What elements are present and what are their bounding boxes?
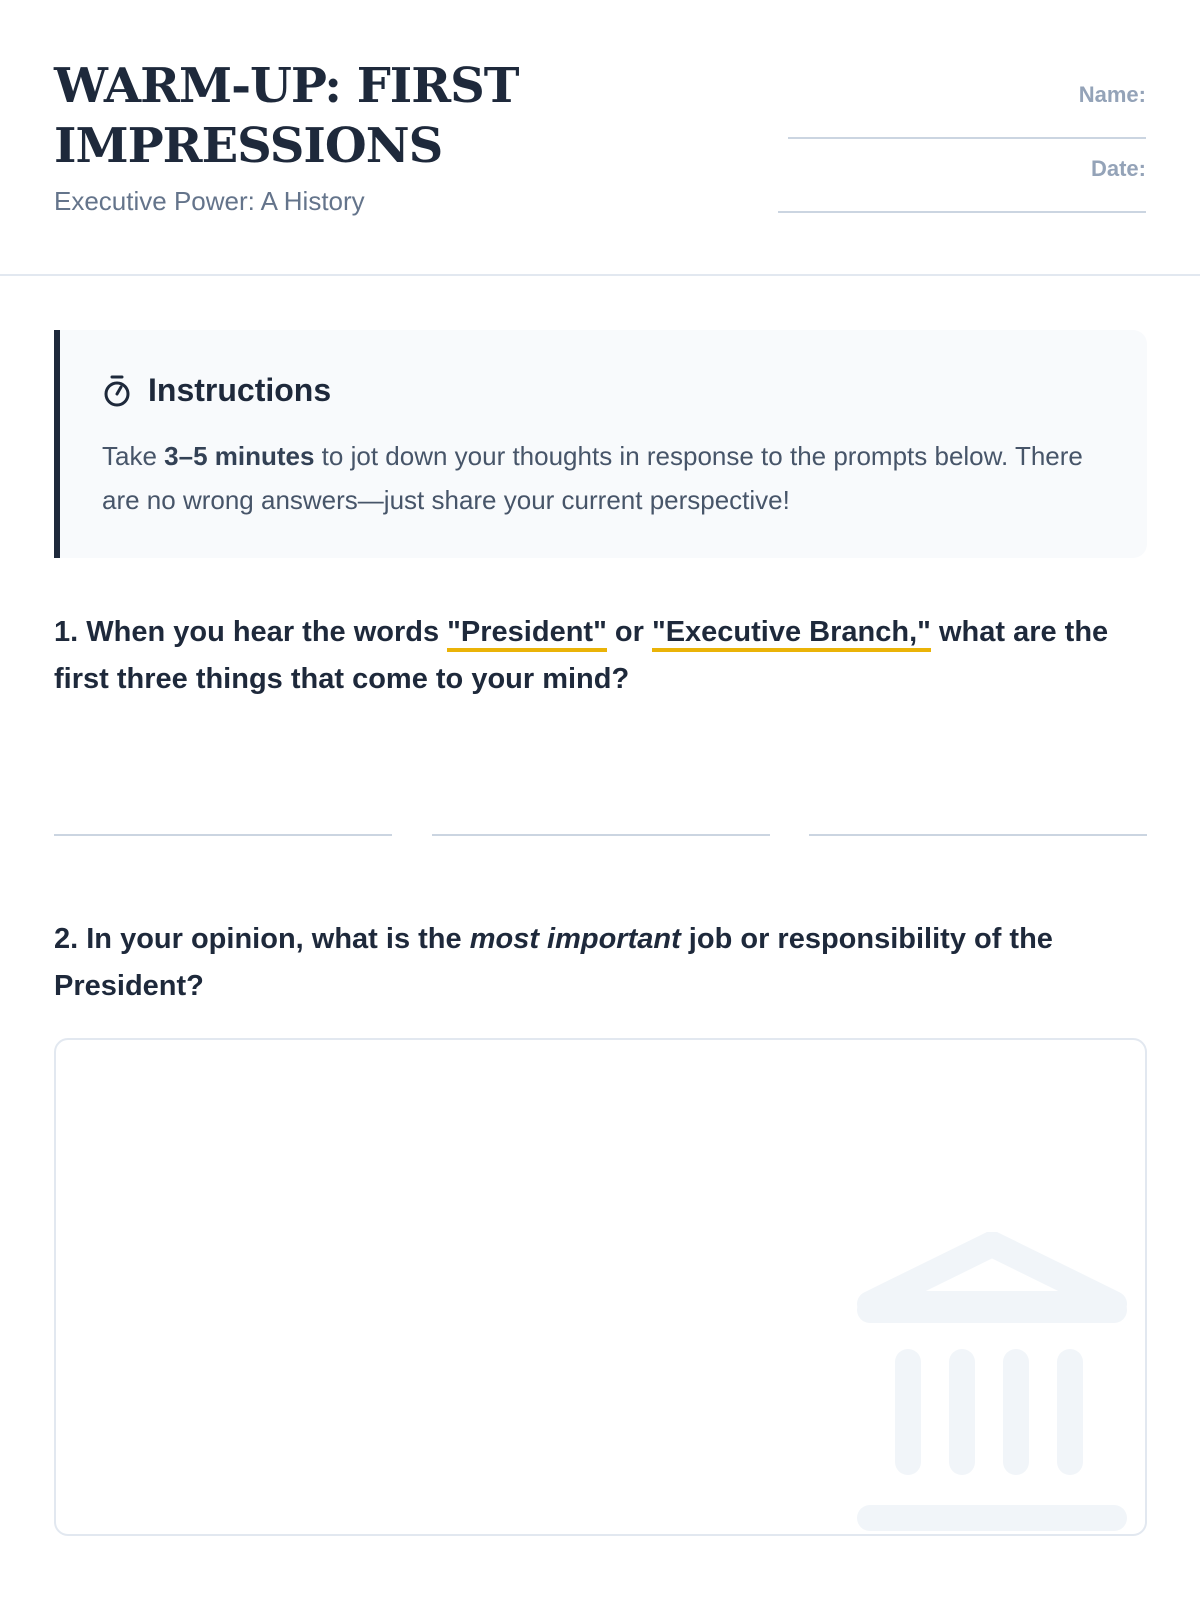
government-building-icon <box>856 1232 1128 1532</box>
question-2-prefix: 2. In your opinion, what is the <box>54 923 470 955</box>
instructions-text <box>102 434 1122 522</box>
answer-box[interactable] <box>54 1038 1147 1536</box>
question-1-connector: or <box>606 616 652 648</box>
answer-line-1[interactable] <box>54 834 392 836</box>
name-field[interactable] <box>788 137 1146 139</box>
page-subtitle: Executive Power: A History <box>54 186 365 216</box>
name-label: Name: <box>1078 82 1146 107</box>
worksheet-header <box>0 0 1200 276</box>
answer-line-3[interactable] <box>809 834 1147 836</box>
question-1-prefix: 1. When you hear the words <box>54 616 448 648</box>
instructions-time: 3–5 minutes <box>164 441 315 471</box>
question-1 <box>54 609 1147 703</box>
instructions-text-end: to jot down your thoughts in response to the prompts below. There are no wrong answers—just share your current perspective! <box>102 441 1083 515</box>
stopwatch-icon <box>102 374 132 408</box>
question-2 <box>54 916 1147 1010</box>
instructions-box <box>54 330 1147 558</box>
answer-line-2[interactable] <box>432 834 770 836</box>
instructions-text-start: Take <box>102 441 165 471</box>
question-1-suffix: what are the first three things that come to your mind? <box>54 616 1109 695</box>
question-2-emphasis: most important <box>469 923 681 955</box>
page-title: WARM-UP: FIRST IMPRESSIONS <box>54 58 519 174</box>
question-2-suffix: job or responsibility of the President? <box>54 923 1053 1002</box>
instructions-title: Instructions <box>148 372 332 408</box>
instructions-heading <box>102 372 331 409</box>
date-label: Date: <box>1090 156 1146 181</box>
term-president: "President" <box>447 616 607 652</box>
term-executive-branch: "Executive Branch," <box>652 616 931 652</box>
date-field[interactable] <box>778 211 1146 213</box>
